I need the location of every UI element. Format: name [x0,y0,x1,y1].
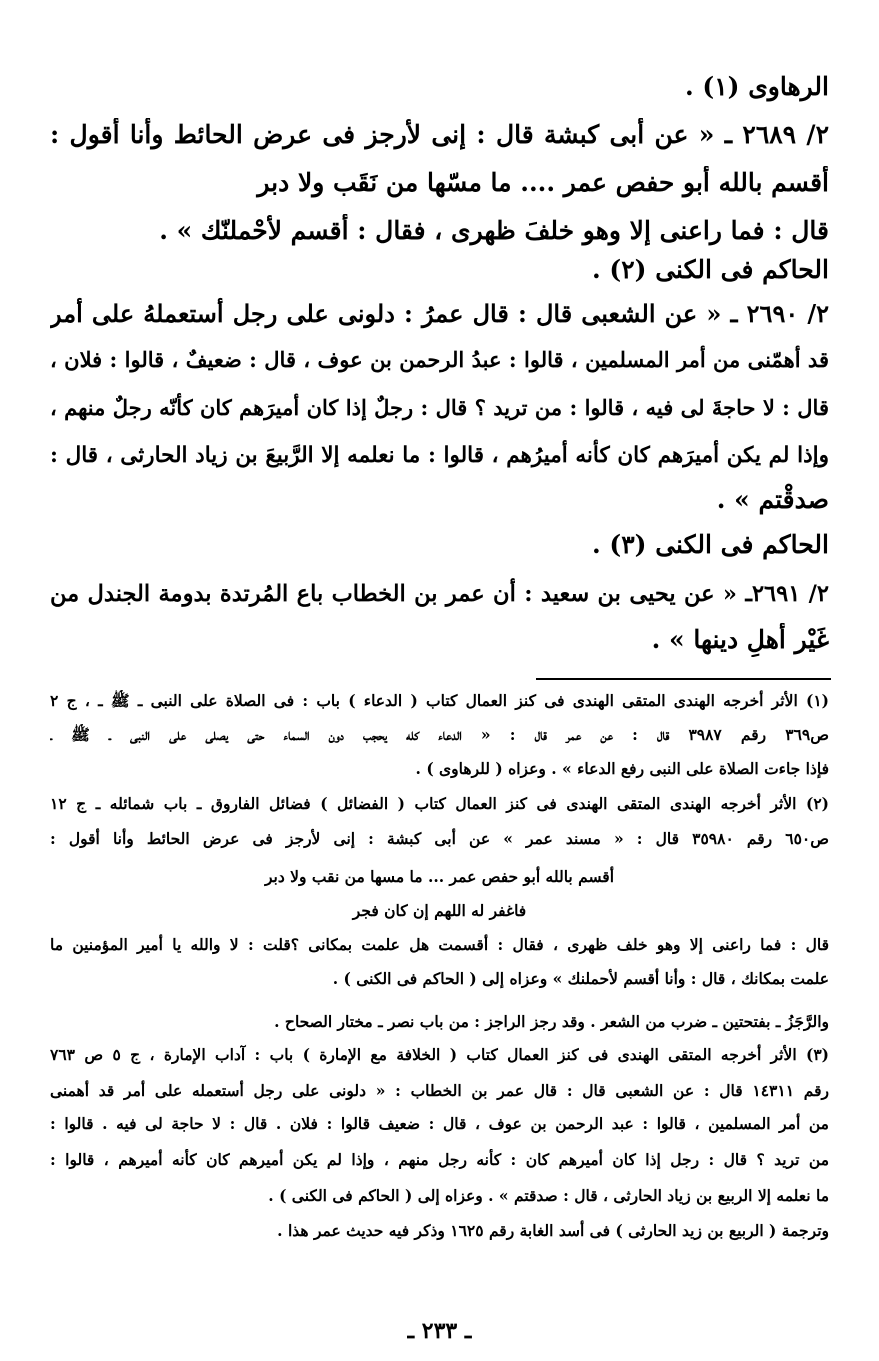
footnote-1: (١) الأثر أخرجه الهندى المتقى الهندى فى كنز العمال كتاب ( الدعاء ) باب : فى الصلاة على النبى ـ ﷺ ـ ، ج ٢ [50,691,829,710]
footnote-separator [536,678,831,680]
footnote-line: والرَّجَزُ ـ بفتحتين ـ ضرب من الشعر . وقد رجز الراجز : من باب نصر ـ مختار الصحاح . [274,1012,829,1031]
footnote-line: ص٣٦٩ رقم ٣٩٨٧ قال : عن عمر قال : « الدعاء كله يحجب دون السماء حتى يصلى على النبى ـ ﷺ ـ [50,725,829,744]
footnote-verse: فاغفر له اللهم إن كان فجر [352,901,527,920]
footnote-line: قال : فما راعنى إلا وهو خلف ظهرى ، فقال : أقسمت هل علمت بمكانى ؟قلت : لا والله يا أمير المؤمنين ما [50,935,829,954]
footnote-2: (٢) الأثر أخرجه الهندى المتقى الهندى فى كنز العمال كتاب ( الفضائل ) فضائل الفاروق ـ باب شمائله ـ ج ١٢ [50,794,829,813]
footnote-verse: أقسم بالله أبو حفص عمر ... ما مسها من نقب ولا دبر [265,867,614,886]
body-line: قال : فما راعنى إلا وهو خلفَ ظهرى ، فقال : أقسم لأحْملنّك » . [159,216,829,245]
body-line: غَيْر أهلِ دينها » . [651,625,829,654]
footnote-line: رقم ١٤٣١١ قال : عن الشعبى قال : قال عمر بن الخطاب : « دلونى على رجل أستعمله على أمر قد أهمنى [50,1081,829,1100]
footnote-line: فإذا جاءت الصلاة على النبى رفع الدعاء » . وعزاه ( للرهاوى ) . [415,759,829,778]
hadith-2689-heading: ٢/ ٢٦٨٩ ـ « عن أبى كبشة قال : إنى لأرجز فى عرض الحائط وأنا أقول : [50,120,829,149]
source-line: الحاكم فى الكنى (٣) . [591,530,829,559]
page-number: ـ ٢٣٣ ـ [407,1318,472,1344]
body-line: وإذا لم يكن أميرَهم كان كأنه أميرُهم ، قالوا : ما نعلمه إلا الرَّبيعَ بن زياد الحارثى ، قال : [50,443,829,468]
footnote-line: ص٦٥٠ رقم ٣٥٩٨٠ قال : « مسند عمر » عن أبى كبشة : إنى لأرجز فى عرض الحائط وأنا أقول : [50,829,829,848]
body-line: قال : لا حاجةَ لى فيه ، قالوا : من تريد ؟ قال : رجلٌ إذا كان أميرَهم كان كأنّه رجلٌ منهم ، [50,395,829,420]
body-line: صدقْتم » . [716,485,829,514]
body-line: الرهاوى (١) . [684,72,829,101]
verse-line: أقسم بالله أبو حفص عمر .... ما مسّها من نَقَب ولا دبر [257,168,829,197]
source-line: الحاكم فى الكنى (٢) . [591,255,829,284]
body-line: قد أهمّنى من أمر المسلمين ، قالوا : عبدُ الرحمن بن عوف ، قال : ضعيفٌ ، قالوا : فلان ، [50,347,829,372]
footnote-3: (٣) الأثر أخرجه المتقى الهندى فى كنز العمال كتاب ( الخلافة مع الإمارة ) باب : آداب الإمارة ، ج ٥ ص ٧٦٣ [50,1045,829,1064]
footnote-line: علمت بمكانك ، قال : وأنا أقسم لأحملنك » وعزاه إلى ( الحاكم فى الكنى ) . [332,969,829,988]
hadith-2691-heading: ٢/ ٢٦٩١ـ « عن يحيى بن سعيد : أن عمر بن الخطاب باع المُرتدة بدومة الجندل من [50,581,829,607]
footnote-line: من أمر المسلمين ، قالوا : عبد الرحمن بن عوف ، قال : ضعيف قالوا : فلان . قال : لا حاجة لى فيه . قالوا : [50,1114,829,1133]
hadith-2690-heading: ٢/ ٢٦٩٠ ـ « عن الشعبى قال : قال عمرُ : دلونى على رجل أستعملهُ على أمر [50,299,829,328]
footnote-line: وترجمة ( الربيع بن زيد الحارثى ) فى أسد الغابة رقم ١٦٢٥ وذكر فيه حديث عمر هذا . [277,1221,829,1240]
footnote-line: من تريد ؟ قال : رجل إذا كان أميرهم كان : كأنه رجل منهم ، وإذا لم يكن أميرهم كان كأنه أميرهم ، قالوا : [50,1150,829,1169]
footnote-line: ما نعلمه إلا الربيع بن زياد الحارثى ، قال : صدقتم » . وعزاه إلى ( الحاكم فى الكنى ) . [268,1186,829,1205]
